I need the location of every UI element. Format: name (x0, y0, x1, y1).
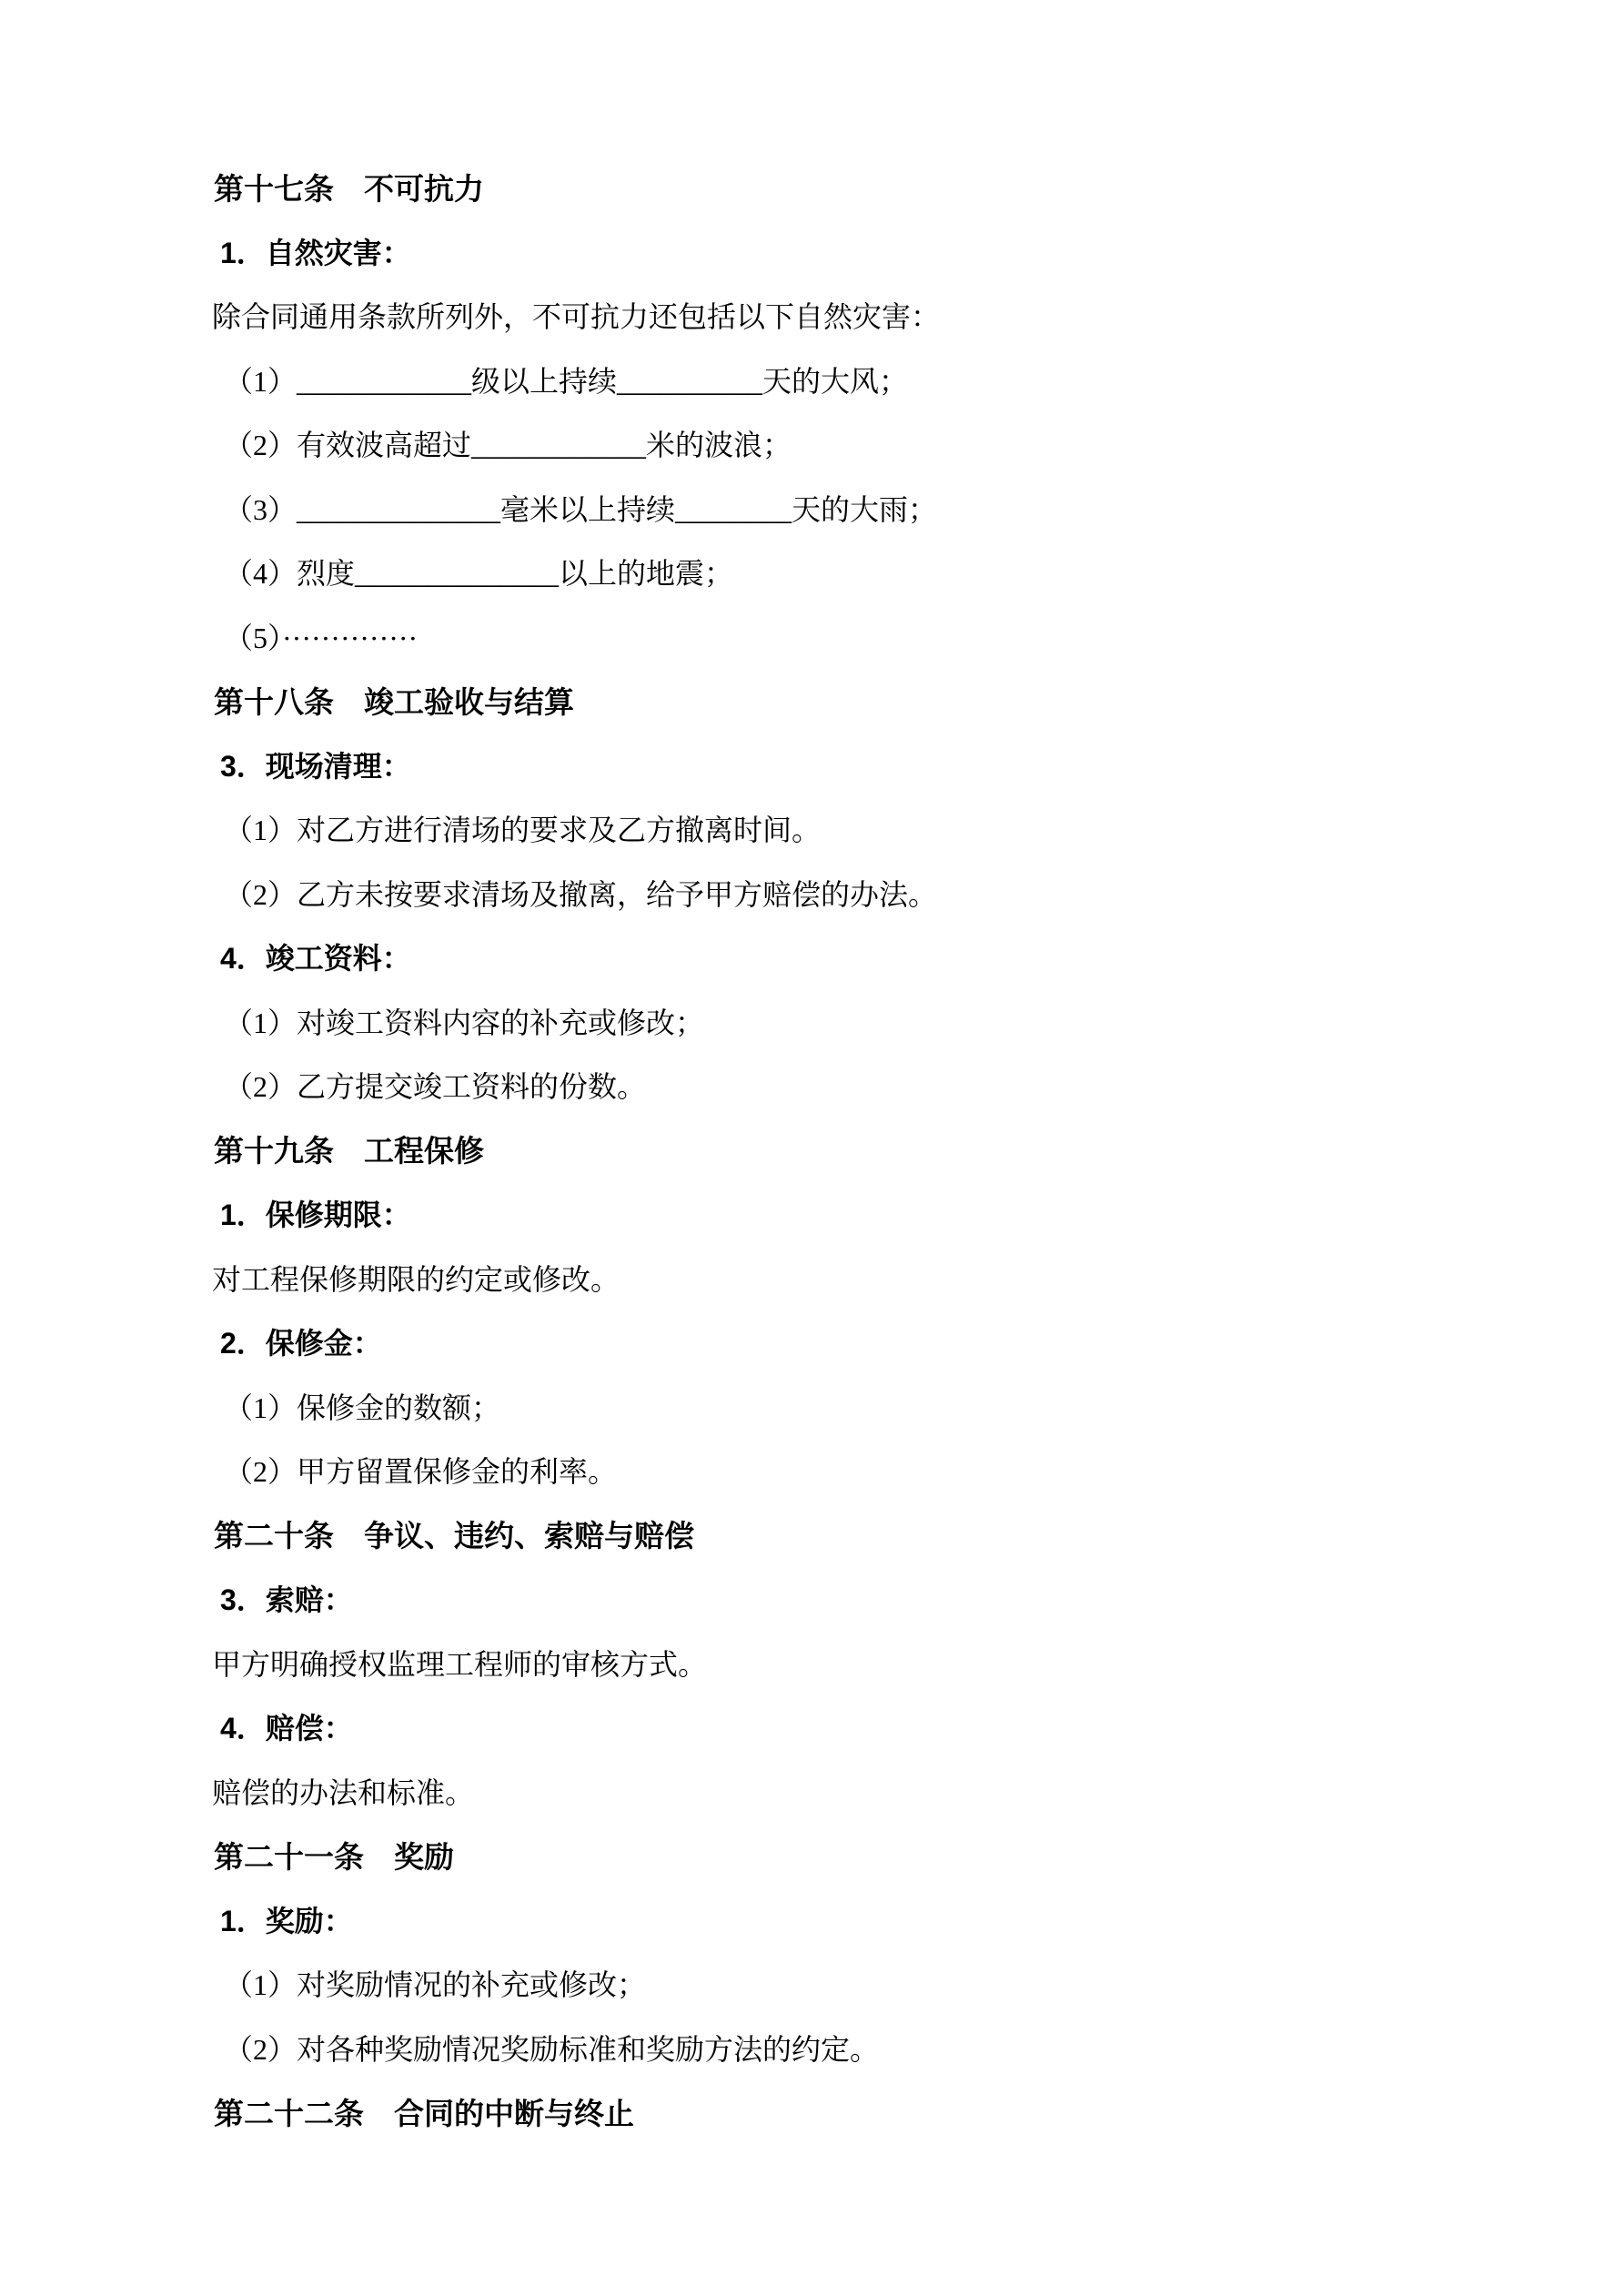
subclause-1-warranty-period: 1．保修期限： (220, 1199, 411, 1232)
subclause-3-claims: 3．索赔： (220, 1583, 353, 1617)
clause-18-heading: 第十八条 竣工验收与结算 (214, 684, 574, 719)
force-majeure-item-4: （4）烈度______________以上的地震； (224, 557, 734, 591)
subclause-1-natural-disasters: 1．自然灾害： (220, 236, 411, 269)
rewards-item-1: （1）对奖励情况的补充或修改； (224, 1968, 647, 2002)
site-cleanup-item-2: （2）乙方未按要求清场及撤离，给予甲方赔偿的办法。 (224, 877, 938, 911)
force-majeure-item-5: （5）·············· (224, 621, 419, 654)
subclause-2-warranty-deposit: 2．保修金： (220, 1327, 382, 1360)
clause-21-heading: 第二十一条 奖励 (214, 1839, 454, 1874)
document-content (212, 155, 1569, 2144)
clause-17-heading: 第十七条 不可抗力 (214, 171, 484, 206)
subclause-1-rewards: 1．奖励： (220, 1904, 353, 1937)
completion-docs-item-1: （1）对竣工资料内容的补充或修改； (224, 1006, 705, 1039)
paragraph-claims: 甲方明确授权监理工程师的审核方式。 (212, 1647, 708, 1681)
clause-22-heading: 第二十二条 合同的中断与终止 (214, 2096, 634, 2130)
paragraph-compensation: 赔偿的办法和标准。 (212, 1775, 475, 1809)
subclause-4-compensation: 4．赔偿： (220, 1712, 353, 1745)
force-majeure-item-3: （3）______________毫米以上持续________天的大雨； (224, 492, 938, 526)
paragraph-warranty-period: 对工程保修期限的约定或修改。 (212, 1262, 620, 1296)
warranty-deposit-item-1: （1）保修金的数额； (224, 1391, 501, 1424)
clause-20-heading: 第二十条 争议、违约、索赔与赔偿 (214, 1519, 694, 1553)
warranty-deposit-item-2: （2）甲方留置保修金的利率。 (224, 1455, 618, 1489)
site-cleanup-item-1: （1）对乙方进行清场的要求及乙方撤离时间。 (224, 814, 822, 847)
subclause-4-completion-documents: 4．竣工资料： (220, 942, 411, 976)
force-majeure-item-2: （2）有效波高超过____________米的波浪； (224, 429, 792, 462)
force-majeure-item-1: （1）____________级以上持续__________天的大风； (224, 364, 909, 398)
rewards-item-2: （2）对各种奖励情况奖励标准和奖励方法的约定。 (224, 2032, 880, 2066)
clause-19-heading: 第十九条 工程保修 (214, 1134, 484, 1168)
completion-docs-item-2: （2）乙方提交竣工资料的份数。 (224, 1070, 647, 1104)
subclause-3-site-cleanup: 3．现场清理： (220, 749, 411, 783)
paragraph-force-majeure-intro: 除合同通用条款所列外，不可抗力还包括以下自然灾害： (212, 300, 941, 334)
